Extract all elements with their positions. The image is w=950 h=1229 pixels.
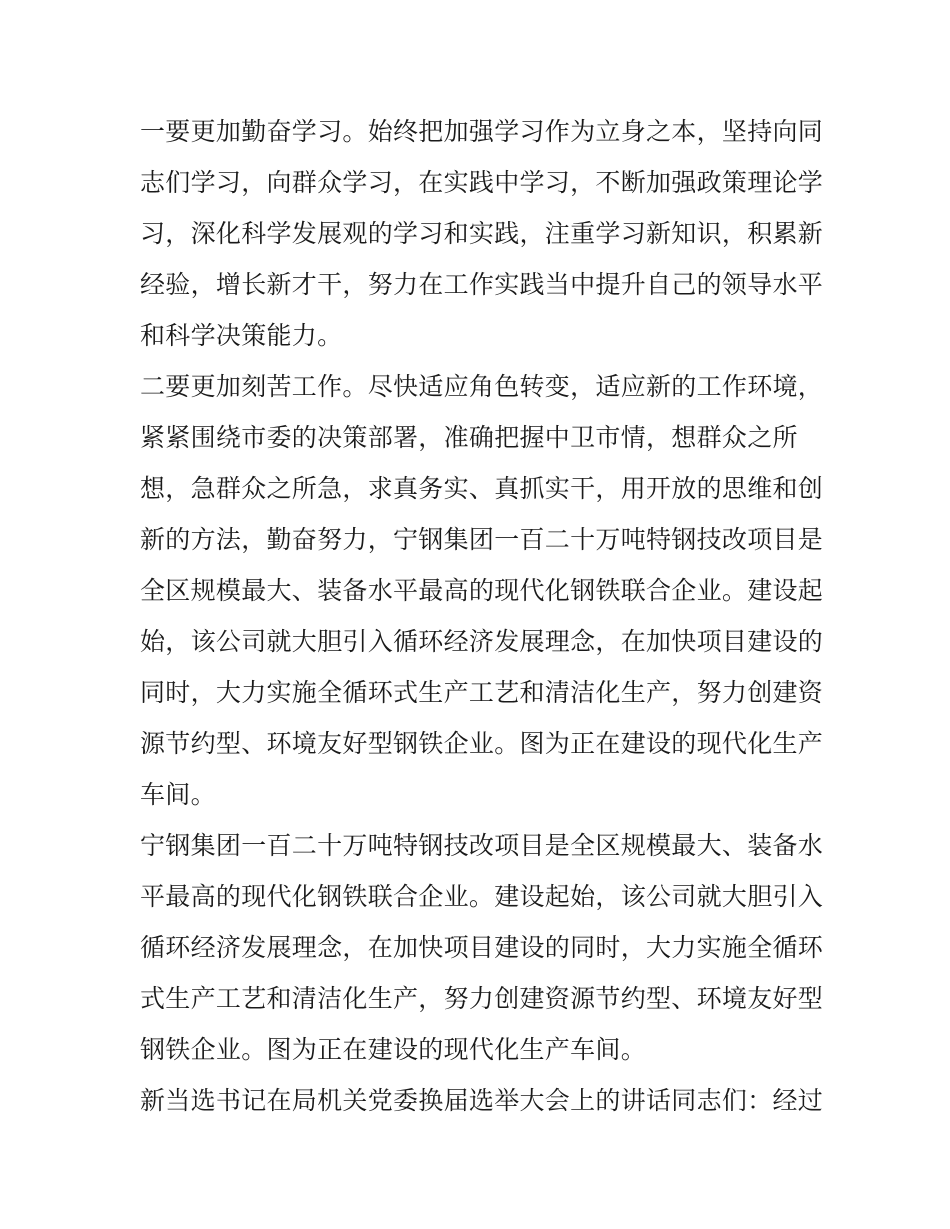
text-line: 式生产工艺和清洁化生产，努力创建资源节约型、环境友好型 — [140, 984, 824, 1013]
text-line: 志们学习，向群众学习，在实践中学习，不断加强政策理论学 — [140, 168, 824, 197]
text-line: 新当选书记在局机关党委换届选举大会上的讲话同志们：经过 — [140, 1086, 824, 1115]
text-line: 紧紧围绕市委的决策部署，准确把握中卫市情，想群众之所 — [140, 423, 798, 452]
text-line: 源节约型、环境友好型钢铁企业。图为正在建设的现代化生产 — [140, 729, 824, 758]
text-line: 同时，大力实施全循环式生产工艺和清洁化生产，努力创建资 — [140, 678, 824, 707]
text-line: 想，急群众之所急，求真务实、真抓实干，用开放的思维和创 — [140, 474, 824, 503]
text-line: 经验，增长新才干，努力在工作实践当中提升自己的领导水平 — [140, 270, 824, 299]
text-line: 车间。 — [140, 780, 216, 809]
text-line: 平最高的现代化钢铁联合企业。建设起始，该公司就大胆引入 — [140, 882, 824, 911]
text-line: 宁钢集团一百二十万吨特钢技改项目是全区规模最大、装备水 — [140, 831, 824, 860]
text-line: 新的方法，勤奋努力，宁钢集团一百二十万吨特钢技改项目是 — [140, 525, 824, 554]
text-line: 全区规模最大、装备水平最高的现代化钢铁联合企业。建设起 — [140, 576, 824, 605]
text-line: 和科学决策能力。 — [140, 321, 343, 350]
text-line: 钢铁企业。图为正在建设的现代化生产车间。 — [140, 1035, 647, 1064]
text-line: 一要更加勤奋学习。始终把加强学习作为立身之本，坚持向同 — [140, 117, 824, 146]
text-line: 习，深化科学发展观的学习和实践，注重学习新知识，积累新 — [140, 219, 824, 248]
text-line: 循环经济发展理念，在加快项目建设的同时，大力实施全循环 — [140, 933, 824, 962]
document-body — [140, 106, 824, 1126]
text-line: 二要更加刻苦工作。尽快适应角色转变，适应新的工作环境， — [140, 372, 824, 401]
text-line: 始，该公司就大胆引入循环经济发展理念，在加快项目建设的 — [140, 627, 824, 656]
